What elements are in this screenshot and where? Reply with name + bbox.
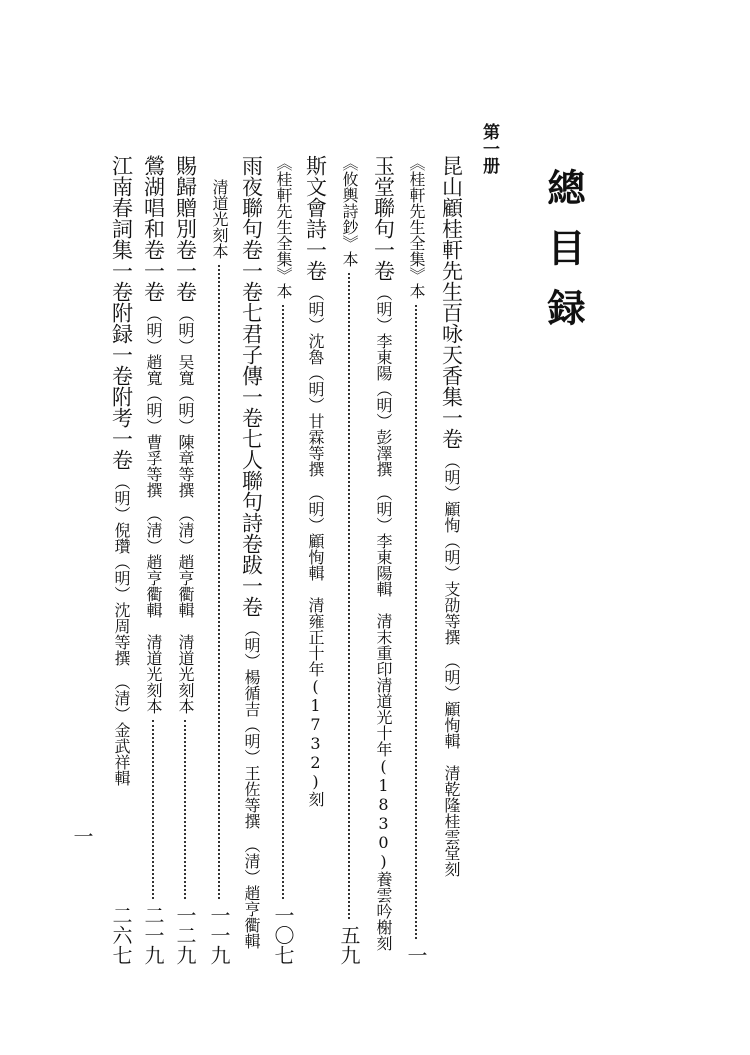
entry-credits: （明）顧恂（明）支劭等撰 （明）顧恂輯 清乾隆桂雲堂刻: [442, 453, 461, 877]
entry-credits: （明）倪瓚（明）沈周等撰 （清）金武祥輯: [112, 474, 131, 786]
toc-entry: [368, 155, 398, 965]
toc-entry-continuation: [334, 155, 364, 965]
entry-credits: （明）沈魯（明）甘霖等撰 （明）顧恂輯 清雍正十年(1732)刻: [306, 285, 325, 807]
leader-dots: [415, 305, 417, 939]
entry-page: 二一九: [141, 905, 165, 965]
entry-credits: 《桂軒先生全集》本: [407, 155, 426, 299]
entry-page: 二六七: [109, 905, 133, 965]
leader-dots: [152, 720, 154, 899]
entry-page: 五九: [337, 925, 361, 965]
book-title: 總目録: [541, 168, 586, 348]
entry-page: 一: [404, 945, 428, 965]
toc-entry-continuation: [268, 155, 298, 965]
toc-entry-continuation: [204, 155, 234, 965]
leader-dots: [348, 273, 350, 919]
volume-label: 第一册: [479, 123, 499, 174]
entry-credits: 《桂軒先生全集》本: [274, 155, 293, 299]
leader-dots: [184, 720, 186, 899]
entry-credits: 清道光刻本: [210, 179, 229, 259]
entry-credits: （明）趙寬（明）曹孚等撰 （清）趙亨衢輯 清道光刻本: [144, 306, 163, 714]
entry-title: 玉堂聯句一卷: [371, 155, 396, 281]
toc-entry: [236, 155, 266, 965]
toc-entry: [300, 155, 330, 965]
entry-title: 雨夜聯句卷一卷七君子傳一卷七人聯句詩卷跋一卷: [239, 155, 264, 617]
toc-entry-continuation: [401, 155, 431, 965]
toc-entry: [436, 155, 466, 965]
entry-title: 鶯湖唱和卷一卷: [141, 155, 166, 302]
toc-entry: [138, 155, 168, 965]
entry-title: 昆山顧桂軒先生百咏天香集一卷: [439, 155, 464, 449]
entry-page: 一二九: [173, 905, 197, 965]
toc-entry: [106, 155, 136, 965]
entry-title: 賜歸贈別卷一卷: [173, 155, 198, 302]
toc-entry: [170, 155, 200, 965]
entry-page: 一一九: [207, 905, 231, 965]
entry-title: 江南春詞集一卷附録一卷附考一卷: [109, 155, 134, 470]
entry-page: 一〇七: [271, 905, 295, 965]
folio-page-number: 一: [70, 826, 94, 846]
entry-title: 斯文會詩一卷: [303, 155, 328, 281]
entry-credits: （明）李東陽（明）彭澤撰 （明）李東陽輯 清末重印清道光十年(1830)養雲吟榭刻: [374, 285, 393, 951]
entry-credits: （明）吴寬（明）陳章等撰 （清）趙亨衢輯 清道光刻本: [176, 306, 195, 714]
leader-dots: [282, 305, 284, 899]
entry-credits: （明）楊循吉（明）王佐等撰 （清）趙亨衢輯: [242, 621, 261, 949]
leader-dots: [218, 265, 220, 899]
entry-credits: 《攸輿詩鈔》本: [340, 155, 359, 267]
